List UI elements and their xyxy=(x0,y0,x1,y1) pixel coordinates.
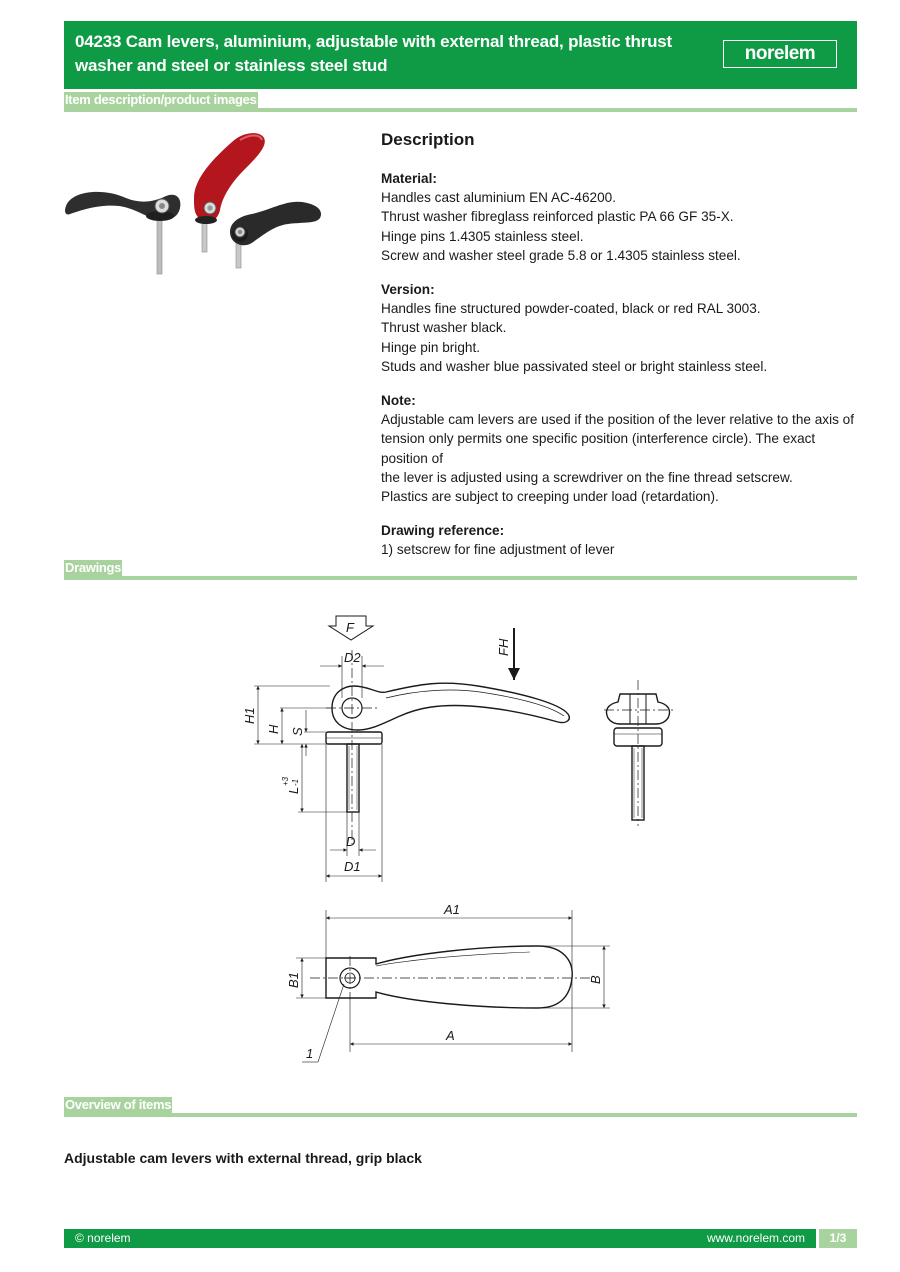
label-FH: FH xyxy=(496,638,511,656)
label-L-lower-tolerance: -1 xyxy=(291,778,300,786)
note-line: tension only permits one specific position (interference circle). The exact position of xyxy=(381,431,816,466)
product-image xyxy=(64,128,324,278)
label-A1: A1 xyxy=(444,902,460,917)
side-view xyxy=(242,616,569,882)
page-title xyxy=(75,30,705,78)
section-drawings xyxy=(64,560,857,580)
label-A: A xyxy=(446,1028,455,1043)
drawing-reference-label: Drawing reference: xyxy=(381,523,505,539)
label-ref-1: 1 xyxy=(306,1046,314,1061)
page-title-line-1: 04233 Cam levers, aluminium, adjustable with external thread, plastic thrust xyxy=(75,32,673,51)
material-block xyxy=(381,169,857,265)
version-line: Thrust washer black. xyxy=(381,320,507,336)
note-line: Plastics are subject to creeping under load (retardation). xyxy=(381,489,719,505)
version-line: Hinge pin bright. xyxy=(381,339,480,355)
page-footer xyxy=(64,1229,857,1248)
material-label: Material: xyxy=(381,171,437,186)
section-overview-label: Overview of items xyxy=(65,1097,172,1112)
material-line: Handles cast aluminium EN AC-46200. xyxy=(381,190,616,206)
footer-copyright: © norelem xyxy=(75,1231,131,1245)
label-S: S xyxy=(290,727,305,736)
material-line: Thrust washer fibreglass reinforced plastic PA 66 GF 35-X. xyxy=(381,209,734,225)
label-D1: D1 xyxy=(344,859,361,874)
footer-website-link[interactable]: www.norelem.com xyxy=(706,1231,805,1245)
top-view xyxy=(286,902,610,1062)
note-line: Adjustable cam levers are used if the position of the lever relative to the axis of xyxy=(381,412,855,428)
label-H: H xyxy=(266,724,281,734)
label-B: B xyxy=(588,975,603,984)
technical-drawing xyxy=(230,606,700,1071)
version-line: Studs and washer blue passivated steel or bright stainless steel. xyxy=(381,358,768,374)
section-drawings-label: Drawings xyxy=(65,560,122,575)
label-H1: H1 xyxy=(242,707,257,724)
material-line: Hinge pins 1.4305 stainless steel. xyxy=(381,228,584,244)
label-D: D xyxy=(346,834,356,849)
overview-title: Adjustable cam levers with external thread, grip black xyxy=(64,1150,422,1166)
footer-page-number: 1/3 xyxy=(816,1229,857,1248)
section-item-description xyxy=(64,92,857,112)
label-L-upper-tolerance: +3 xyxy=(281,776,290,786)
drawing-reference-block xyxy=(381,521,857,559)
front-view xyxy=(604,680,676,826)
norelem-logo: norelem xyxy=(723,40,837,68)
label-F: F xyxy=(346,620,354,635)
drawing-reference-line: 1) setscrew for fine adjustment of lever xyxy=(381,542,615,558)
version-block xyxy=(381,280,857,376)
label-L: L xyxy=(286,786,301,794)
description-panel xyxy=(381,128,857,575)
black-lever-right-image xyxy=(230,202,321,268)
description-heading: Description xyxy=(381,130,475,149)
section-overview xyxy=(64,1097,857,1117)
note-block xyxy=(381,391,857,506)
page-title-line-2: washer and steel or stainless steel stud xyxy=(75,56,388,75)
section-item-description-label: Item description/product images xyxy=(65,92,257,107)
label-B1: B1 xyxy=(286,972,301,988)
version-label: Version: xyxy=(381,282,435,298)
note-line: the lever is adjusted using a screwdriver on the fine thread setscrew. xyxy=(381,469,793,485)
material-line: Screw and washer steel grade 5.8 or 1.4305 stainless steel. xyxy=(381,247,741,263)
black-lever-left-image xyxy=(65,192,180,274)
label-D2: D2 xyxy=(344,650,361,665)
version-line: Handles fine structured powder-coated, black or red RAL 3003. xyxy=(381,301,761,317)
note-label: Note: xyxy=(381,393,416,409)
page-header xyxy=(64,21,857,89)
